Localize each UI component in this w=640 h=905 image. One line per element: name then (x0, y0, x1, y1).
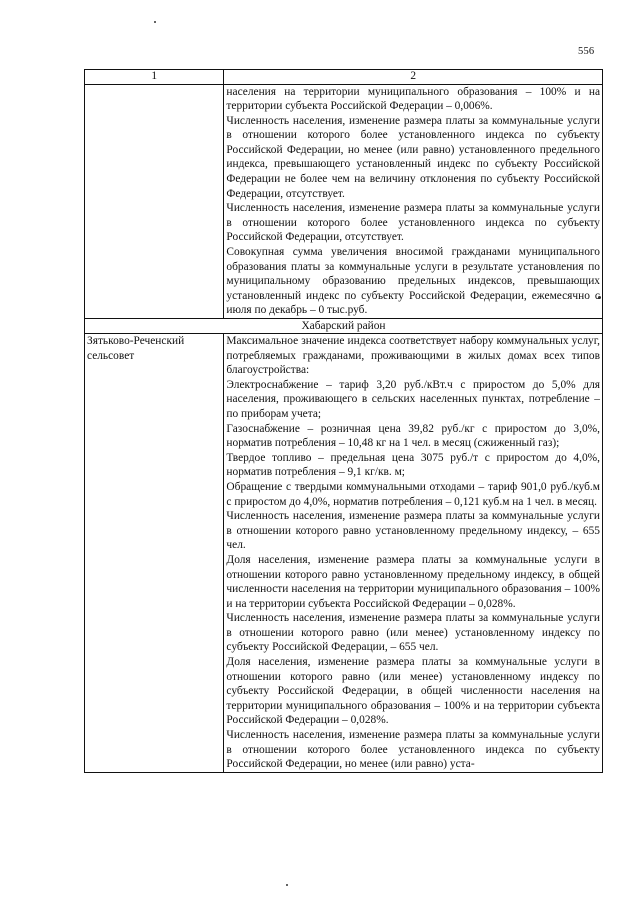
detail-paragraph: Доля населения, изменение размера платы за коммунальные услуги в отношении которого равно (или менее) установленному индексу по субъекту Российской Федерации, в общей численности населения на территории муниципального образования – 100% и на территории субъекта Российской Федерации – 0,028%. (226, 656, 600, 727)
municipality-details (224, 334, 603, 773)
header-col-1: 1 (85, 70, 224, 85)
continuation-paragraph: Численность населения, изменение размера платы за коммунальные услуги в отношении которого более установленного индекса по субъекту Российской Федерации, отсутствует. (226, 202, 600, 244)
municipality-name: Зятьково-Реченский сельсовет (85, 334, 224, 773)
table-header-row (85, 70, 603, 85)
detail-paragraph: Доля населения, изменение размера платы за коммунальные услуги в отношении которого равно установленному предельному индексу, в общей численности населения на территории муниципального образования – 100% и на территории субъекта Российской Федерации – 0,028%. (226, 553, 600, 610)
detail-paragraph: Численность населения, изменение размера платы за коммунальные услуги в отношении которого равно (или менее) установленному индексу по субъекту Российской Федерации, – 655 чел. (226, 612, 600, 654)
section-title: Хабарский район (85, 319, 603, 334)
detail-paragraph: Численность населения, изменение размера платы за коммунальные услуги в отношении которого более установленного индекса по субъекту Российской Федерации, но менее (или равно) уста- (226, 729, 600, 771)
table-row-continuation (85, 84, 603, 319)
detail-paragraph: Твердое топливо – предельная цена 3075 руб./т с приростом до 4,0%, норматив потребления – 9,1 кг/кв. м; (226, 451, 600, 479)
header-col-2: 2 (224, 70, 603, 85)
detail-paragraph: Максимальное значение индекса соответствует набору коммунальных услуг, потребляемых гражданами, проживающими в жилых домах всех типов благоустройства: (226, 335, 600, 377)
continuation-col-2 (224, 84, 603, 319)
continuation-paragraph: Совокупная сумма увеличения вносимой гражданами муниципального образования платы за коммунальные услуги в результате установления по муниципальному образованию предельных индексов, превышающих установленный индекс по субъекту Российской Федерации, ежемесячно с июля по декабрь – 0 тыс.руб. (226, 246, 600, 317)
detail-paragraph: Численность населения, изменение размера платы за коммунальные услуги в отношении которого равно установленному предельному индексу, – 655 чел. (226, 510, 600, 552)
detail-paragraph: Электроснабжение – тариф 3,20 руб./кВт.ч с приростом до 5,0% для населения, проживающего в сельских населенных пунктах, потребление – по приборам учета; (226, 378, 600, 420)
page-number: 556 (578, 46, 595, 57)
continuation-paragraph: Численность населения, изменение размера платы за коммунальные услуги в отношении которого более установленного индекса по субъекту Российской Федерации, но менее (или равно) установленного предельного индекса, превышающего установленный индекс по субъекту Российской Федерации не более чем на величину отклонения по субъекту Российской Федерации, отсутствует. (226, 114, 600, 200)
continuation-col-1 (85, 84, 224, 319)
section-row (85, 319, 603, 334)
continuation-paragraph: населения на территории муниципального образования – 100% и на территории субъекта Российской Федерации – 0,006%. (226, 85, 600, 113)
scan-dot-top (154, 21, 156, 23)
detail-paragraph: Обращение с твердыми коммунальными отходами – тариф 901,0 руб./куб.м с приростом до 4,0%, норматив потребления – 0,121 куб.м на 1 чел. в месяц. (226, 480, 600, 508)
document-table (84, 69, 603, 773)
detail-paragraph: Газоснабжение – розничная цена 39,82 руб./кг с приростом до 3,0%, норматив потребления – 10,48 кг на 1 чел. в месяц (сжиженный газ); (226, 422, 600, 450)
table-row-municipality (85, 334, 603, 773)
scan-dot-bottom (286, 884, 288, 886)
